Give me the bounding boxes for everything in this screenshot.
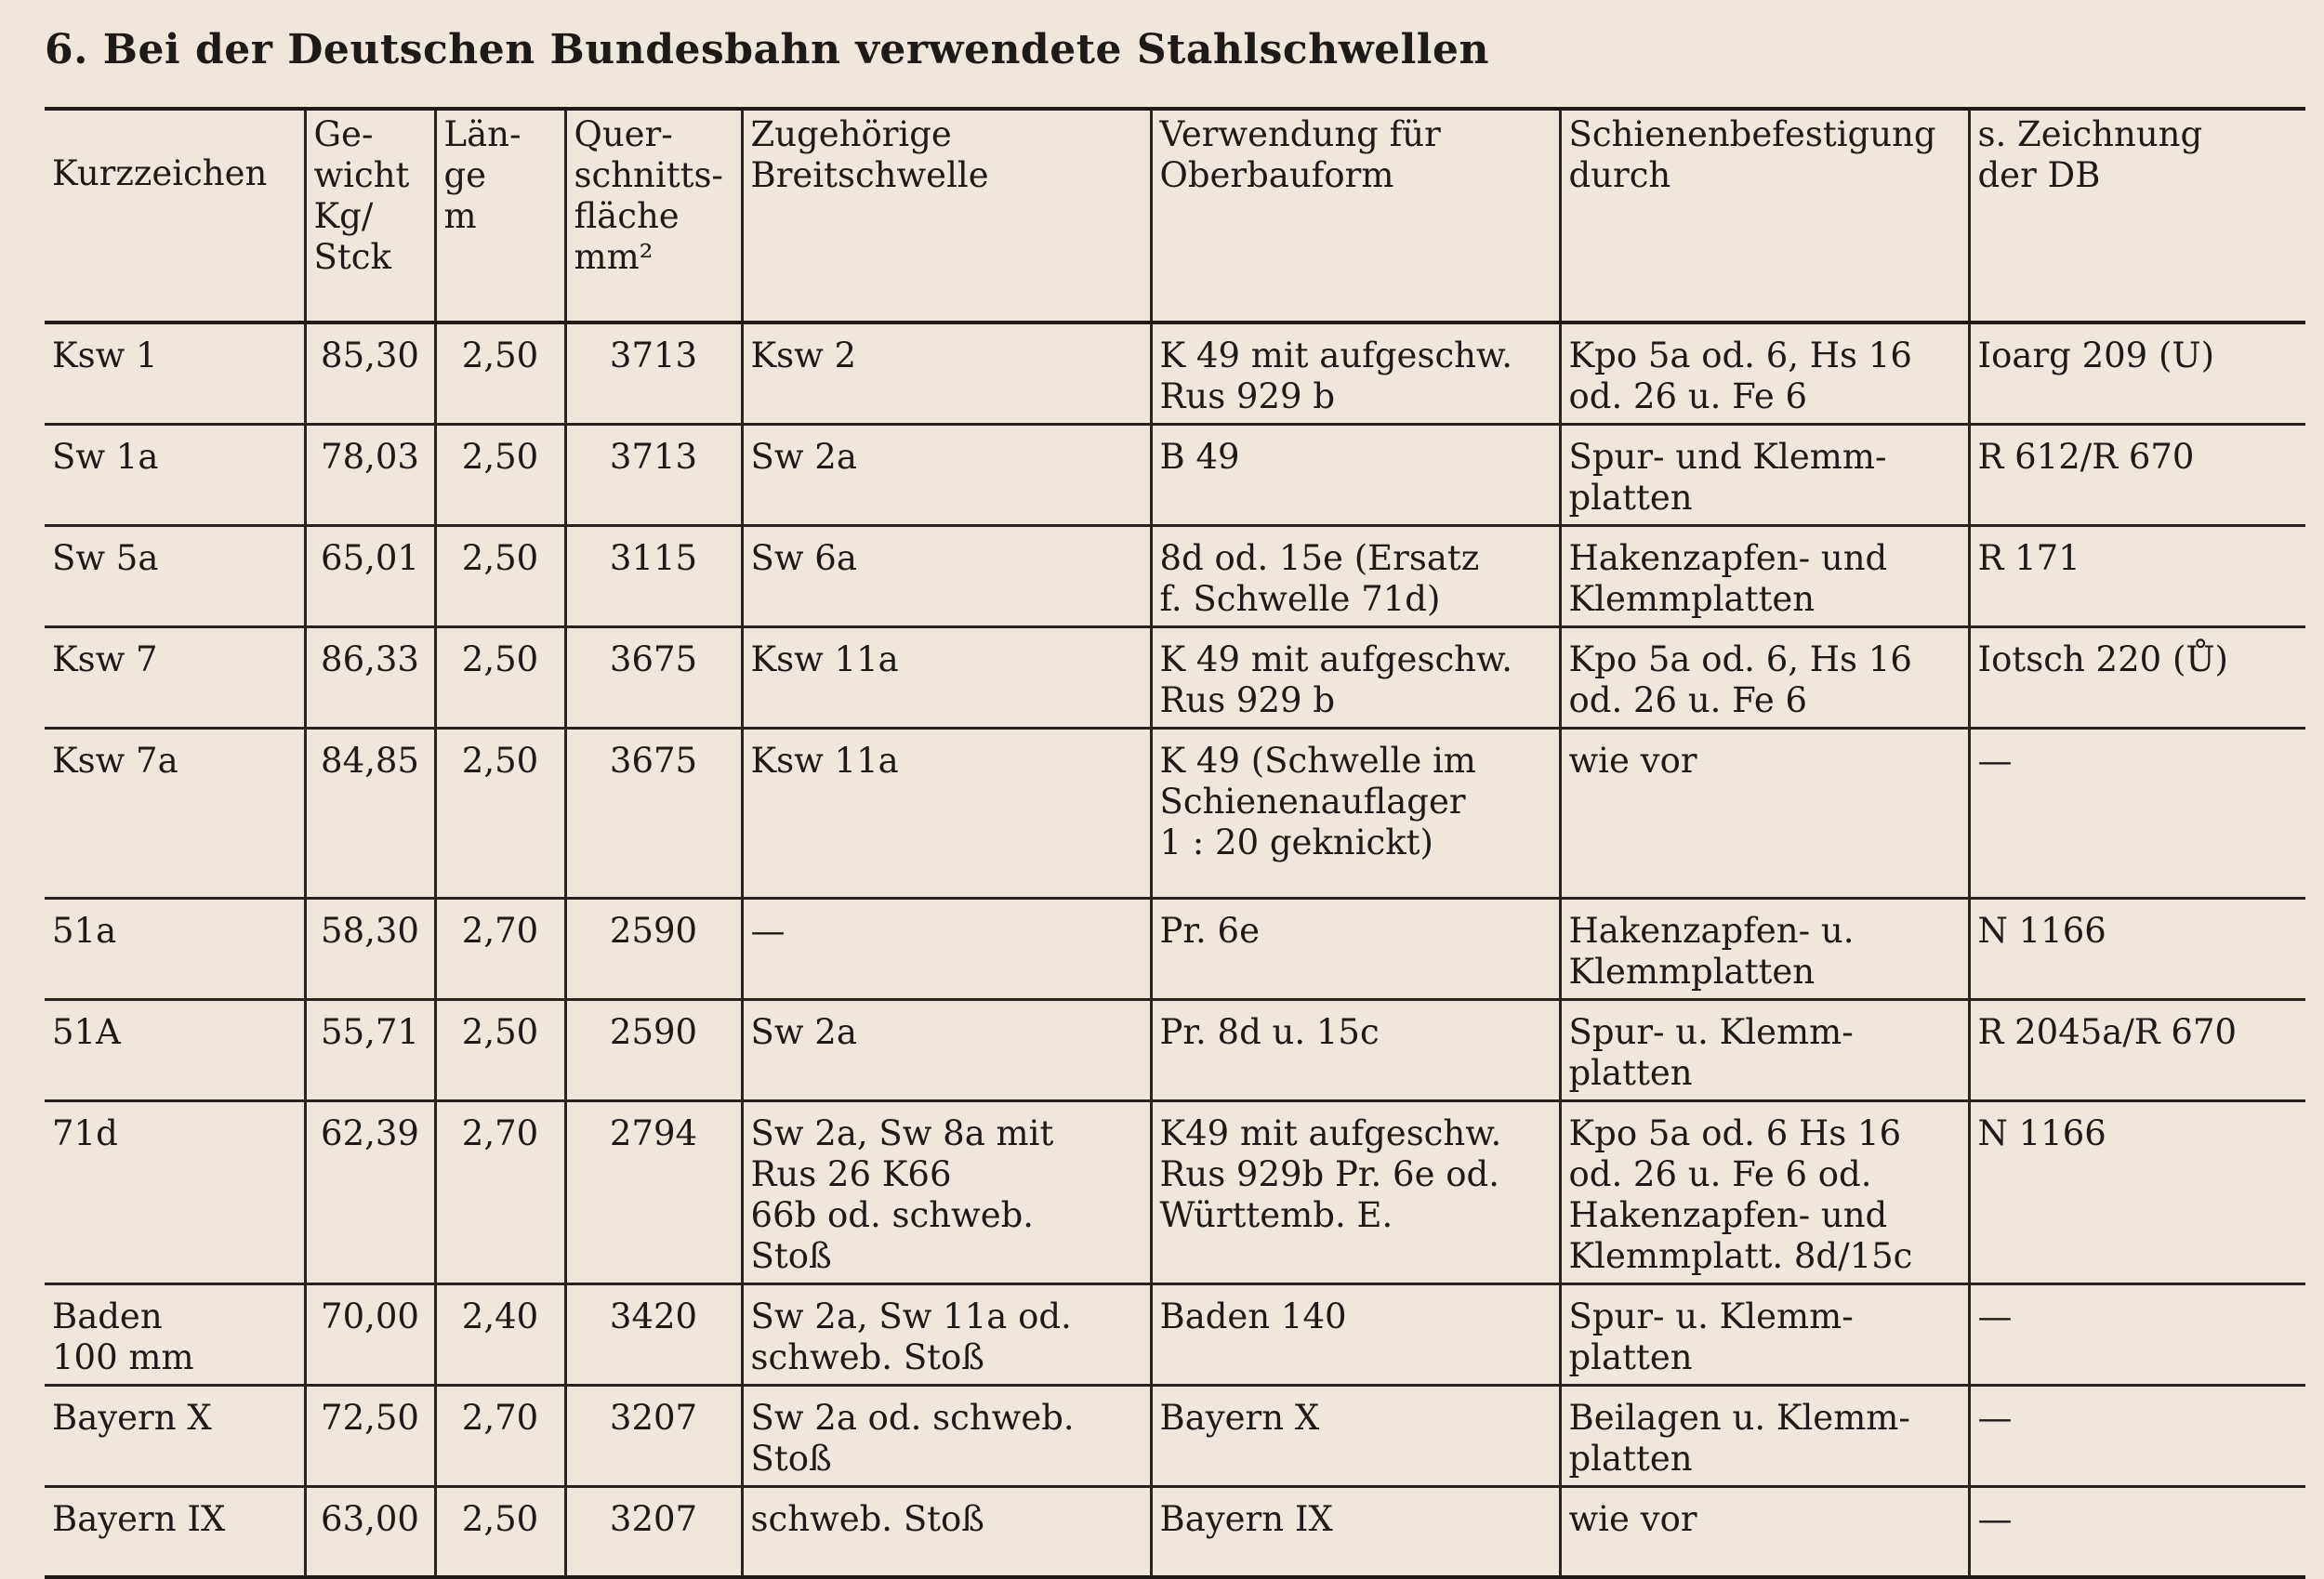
cell-kurzzeichen: 51A <box>45 1000 305 1101</box>
table-row <box>45 1101 2305 1284</box>
steel-sleeper-table <box>45 107 2305 1579</box>
cell-querschnittsflaeche: 2590 <box>565 1000 742 1101</box>
cell-zeichnung: R 2045a/R 670 <box>1977 1012 2238 1052</box>
cell-breitschwelle: Sw 2a <box>742 425 1151 526</box>
cell-laenge: 2,50 <box>435 729 565 899</box>
cell-zeichnung: R 612/R 670 <box>1977 437 2195 477</box>
cell-querschnittsflaeche: 3115 <box>565 526 742 627</box>
cell-querschnittsflaeche: 3713 <box>565 322 742 425</box>
cell-verwendung: Baden 140 <box>1151 1284 1560 1386</box>
table-row <box>45 899 2305 1000</box>
cell-gewicht: 55,71 <box>305 1000 435 1101</box>
cell-befestigung: Hakenzapfen- u. Klemmplatten <box>1560 899 1969 1000</box>
cell-zeichnung: Ioarg 209 (U) <box>1977 336 2215 375</box>
cell-breitschwelle: schweb. Stoß <box>742 1487 1151 1577</box>
cell-gewicht: 63,00 <box>305 1487 435 1577</box>
cell-laenge: 2,70 <box>435 1101 565 1284</box>
cell-gewicht: 72,50 <box>305 1386 435 1487</box>
cell-befestigung: Kpo 5a od. 6, Hs 16 od. 26 u. Fe 6 <box>1560 322 1969 425</box>
cell-gewicht: 84,85 <box>305 729 435 899</box>
column-header-zeichnung: s. Zeichnung der DB <box>1977 114 2203 195</box>
cell-zeichnung: N 1166 <box>1977 1113 2106 1153</box>
cell-breitschwelle: Sw 2a od. schweb. Stoß <box>742 1386 1151 1487</box>
column-header-verwendung: Verwendung für Oberbauform <box>1151 109 1560 322</box>
cell-verwendung: K 49 mit aufgeschw. Rus 929 b <box>1151 627 1560 729</box>
cell-verwendung: Bayern X <box>1151 1386 1560 1487</box>
page-title: 6. Bei der Deutschen Bundesbahn verwendete Stahlschwellen <box>45 26 1489 73</box>
cell-querschnittsflaeche: 3713 <box>565 425 742 526</box>
cell-befestigung: Spur- u. Klemm- platten <box>1560 1000 1969 1101</box>
cell-kurzzeichen: Ksw 7a <box>45 729 305 899</box>
cell-breitschwelle: Ksw 2 <box>742 322 1151 425</box>
cell-laenge: 2,50 <box>435 322 565 425</box>
cell-kurzzeichen: Baden 100 mm <box>45 1284 305 1386</box>
table-row <box>45 1386 2305 1487</box>
cell-zeichnung: — <box>1977 1296 2013 1336</box>
cell-laenge: 2,50 <box>435 627 565 729</box>
cell-gewicht: 58,30 <box>305 899 435 1000</box>
cell-befestigung: Hakenzapfen- und Klemmplatten <box>1560 526 1969 627</box>
cell-laenge: 2,50 <box>435 425 565 526</box>
cell-verwendung: Pr. 6e <box>1151 899 1560 1000</box>
cell-gewicht: 65,01 <box>305 526 435 627</box>
cell-verwendung: Bayern IX <box>1151 1487 1560 1577</box>
cell-verwendung: K49 mit aufgeschw. Rus 929b Pr. 6e od. Württemb. E. <box>1151 1101 1560 1284</box>
cell-zeichnung: N 1166 <box>1977 911 2106 951</box>
cell-breitschwelle: Sw 2a, Sw 8a mit Rus 26 K66 66b od. schweb. Stoß <box>742 1101 1151 1284</box>
cell-querschnittsflaeche: 2590 <box>565 899 742 1000</box>
cell-breitschwelle: Ksw 11a <box>742 729 1151 899</box>
cell-verwendung: K 49 (Schwelle im Schienenauflager 1 : 20 geknickt) <box>1151 729 1560 899</box>
cell-befestigung: Kpo 5a od. 6 Hs 16 od. 26 u. Fe 6 od. Hakenzapfen- und Klemmplatt. 8d/15c <box>1560 1101 1969 1284</box>
cell-breitschwelle: Sw 2a <box>742 1000 1151 1101</box>
column-header-querschnittsflaeche: Quer- schnitts- fläche mm² <box>565 109 742 322</box>
cell-befestigung: wie vor <box>1560 729 1969 899</box>
cell-befestigung: Spur- u. Klemm- platten <box>1560 1284 1969 1386</box>
column-header-kurzzeichen: Kurzzeichen <box>45 109 305 322</box>
cell-zeichnung: — <box>1977 1398 2013 1438</box>
cell-kurzzeichen: 71d <box>45 1101 305 1284</box>
cell-querschnittsflaeche: 3207 <box>565 1487 742 1577</box>
cell-gewicht: 78,03 <box>305 425 435 526</box>
cell-kurzzeichen: Ksw 7 <box>45 627 305 729</box>
cell-breitschwelle: — <box>742 899 1151 1000</box>
cell-kurzzeichen: Sw 1a <box>45 425 305 526</box>
table-row <box>45 627 2305 729</box>
cell-laenge: 2,40 <box>435 1284 565 1386</box>
cell-laenge: 2,50 <box>435 1000 565 1101</box>
table-row <box>45 1487 2305 1577</box>
column-header-laenge: Län- ge m <box>435 109 565 322</box>
cell-befestigung: Beilagen u. Klemm- platten <box>1560 1386 1969 1487</box>
cell-querschnittsflaeche: 3675 <box>565 729 742 899</box>
cell-zeichnung: R 171 <box>1977 538 2080 578</box>
column-header-gewicht: Ge- wicht Kg/ Stck <box>305 109 435 322</box>
cell-befestigung: Kpo 5a od. 6, Hs 16 od. 26 u. Fe 6 <box>1560 627 1969 729</box>
table-row <box>45 425 2305 526</box>
cell-zeichnung: Iotsch 220 (Ů) <box>1977 639 2228 679</box>
cell-befestigung: wie vor <box>1560 1487 1969 1577</box>
cell-querschnittsflaeche: 3207 <box>565 1386 742 1487</box>
table-row <box>45 729 2305 899</box>
table-row <box>45 526 2305 627</box>
cell-kurzzeichen: Bayern IX <box>45 1487 305 1577</box>
cell-kurzzeichen: Sw 5a <box>45 526 305 627</box>
cell-verwendung: Pr. 8d u. 15c <box>1151 1000 1560 1101</box>
cell-zeichnung: — <box>1977 741 2013 781</box>
cell-kurzzeichen: Ksw 1 <box>45 322 305 425</box>
cell-laenge: 2,50 <box>435 1487 565 1577</box>
cell-verwendung: 8d od. 15e (Ersatz f. Schwelle 71d) <box>1151 526 1560 627</box>
cell-kurzzeichen: Bayern X <box>45 1386 305 1487</box>
column-header-breitschwelle: Zugehörige Breitschwelle <box>742 109 1151 322</box>
cell-zeichnung: — <box>1977 1499 2013 1539</box>
cell-kurzzeichen: 51a <box>45 899 305 1000</box>
cell-laenge: 2,70 <box>435 1386 565 1487</box>
column-header-befestigung: Schienenbefestigung durch <box>1560 109 1969 322</box>
cell-laenge: 2,50 <box>435 526 565 627</box>
cell-laenge: 2,70 <box>435 899 565 1000</box>
cell-querschnittsflaeche: 3675 <box>565 627 742 729</box>
cell-breitschwelle: Sw 6a <box>742 526 1151 627</box>
cell-gewicht: 86,33 <box>305 627 435 729</box>
cell-befestigung: Spur- und Klemm- platten <box>1560 425 1969 526</box>
table-row <box>45 322 2305 425</box>
cell-querschnittsflaeche: 3420 <box>565 1284 742 1386</box>
table-row <box>45 1000 2305 1101</box>
cell-breitschwelle: Sw 2a, Sw 11a od. schweb. Stoß <box>742 1284 1151 1386</box>
cell-breitschwelle: Ksw 11a <box>742 627 1151 729</box>
cell-gewicht: 85,30 <box>305 322 435 425</box>
cell-gewicht: 70,00 <box>305 1284 435 1386</box>
table-row <box>45 1284 2305 1386</box>
cell-verwendung: B 49 <box>1151 425 1560 526</box>
cell-verwendung: K 49 mit aufgeschw. Rus 929 b <box>1151 322 1560 425</box>
cell-querschnittsflaeche: 2794 <box>565 1101 742 1284</box>
header-row <box>45 109 2305 322</box>
cell-gewicht: 62,39 <box>305 1101 435 1284</box>
